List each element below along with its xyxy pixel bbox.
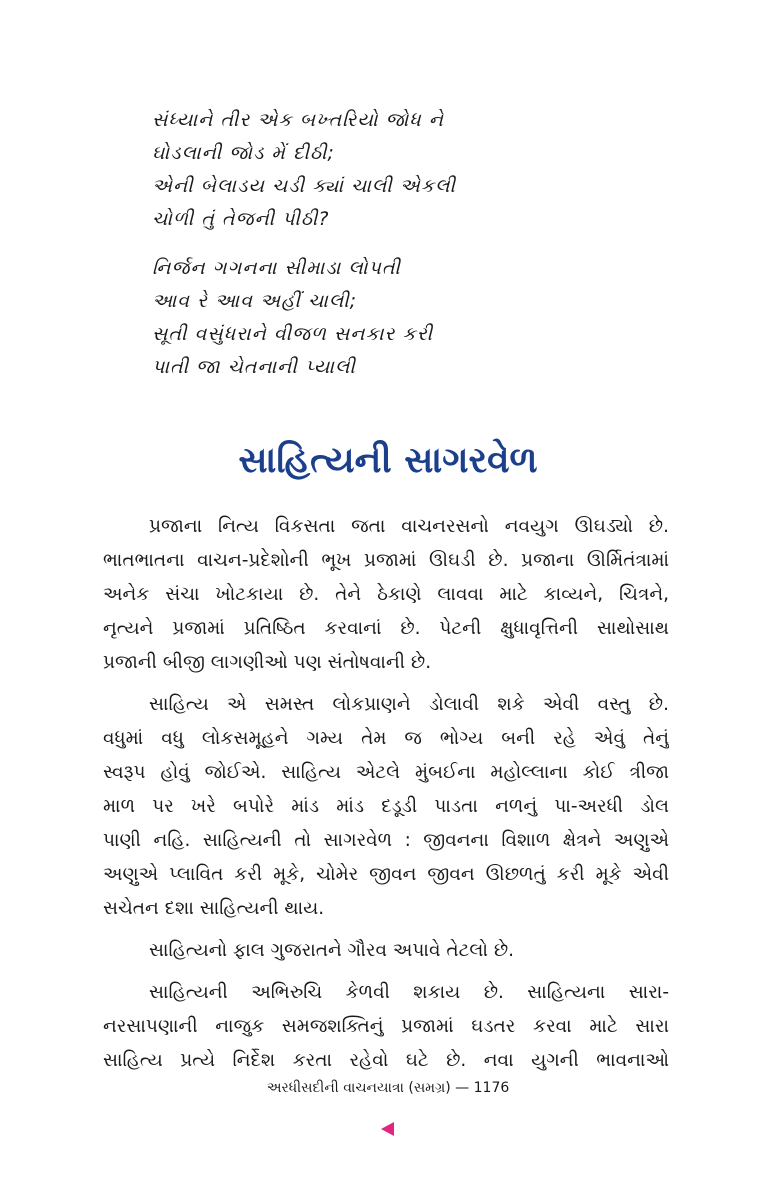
paragraph-line: સાહિત્ય પ્રત્યે નિર્દેશ કરતા રહેવો ઘટે છે. નવા યુગની ભાવનાઓ xyxy=(103,1050,669,1071)
essay-paragraph xyxy=(103,688,669,926)
essay-body xyxy=(103,510,669,1086)
essay-title: સાહિત્યની સાગરવેળ xyxy=(238,440,538,481)
paragraph-line: ભાતભાતના વાચન-પ્રદેશોની ભૂખ પ્રજામાં ઊઘડી છે. પ્રજાના ઊર્મિતંત્રામાં xyxy=(103,550,669,571)
poem-line: સંધ્યાને તીર એક બખ્તરિયો જોધ ને xyxy=(152,109,444,131)
paragraph-line: સાહિત્ય એ સમસ્ત લોકપ્રાણને ડોલાવી શકે એવી વસ્તુ છે. xyxy=(149,694,669,715)
essay-paragraph xyxy=(103,510,669,680)
poem-line: એની બેલાડય ચડી ક્યાં ચાલી એકલી xyxy=(152,175,456,197)
page-footer: અરધીસદીની વાચનયાત્રા (સમગ્ર) — 1176 xyxy=(266,1080,510,1096)
previous-page-icon[interactable] xyxy=(381,1122,394,1136)
poem xyxy=(152,104,572,400)
paragraph-line: પ્રજાની બીજી લાગણીઓ પણ સંતોષવાની છે. xyxy=(103,652,432,673)
paragraph-line: સાહિત્યનો ફાલ ગુજરાતને ગૌરવ અપાવે તેટલો છે. xyxy=(149,940,515,961)
paragraph-line: સાહિત્યની અભિરુચિ કેળવી શકાય છે. સાહિત્યના સારા- xyxy=(149,982,669,1003)
paragraph-line: અનેક સંચા ખોટકાયા છે. તેને ઠેકાણે લાવવા માટે કાવ્યને, ચિત્રને, xyxy=(103,584,669,605)
poem-line: સૂતી વસુંધરાને વીજળ સનકાર કરી xyxy=(152,323,434,345)
paragraph-line: અણુએ પ્લાવિત કરી મૂકે, ચોમેર જીવન જીવન ઊછળતું કરી મૂકે એવી xyxy=(103,864,669,885)
poem-line: ચોળી તું તેજની પીઠી? xyxy=(152,208,330,230)
poem-line: ઘોડલાની જોડ મેં દીઠી; xyxy=(152,142,335,164)
poem-line: આવ રે આવ અહીં ચાલી; xyxy=(152,290,358,312)
paragraph-line: વધુમાં વધુ લોકસમૂહને ગમ્ય તેમ જ ભોગ્ય બની રહે એવું તેનું xyxy=(103,728,669,749)
paragraph-line: માળ પર ખરે બપોરે માંડ માંડ દડૂડી પાડતા નળનું પા-અરધી ડોલ xyxy=(103,796,669,817)
poem-line: નિર્જન ગગનના સીમાડા લોપતી xyxy=(152,257,401,279)
poem-line: પાતી જા ચેતનાની પ્યાલી xyxy=(152,356,356,378)
paragraph-line: નૃત્યને પ્રજામાં પ્રતિષ્ઠિત કરવાનાં છે. પેટની ક્ષુધાવૃત્તિની સાથોસાથ xyxy=(103,618,669,639)
paragraph-line: પાણી નહિ. સાહિત્યની તો સાગરવેળ : જીવનના વિશાળ ક્ષેત્રને અણુએ xyxy=(103,830,669,851)
essay-paragraph xyxy=(103,976,669,1078)
poem-stanza xyxy=(152,252,572,384)
paragraph-line: સ્વરૂપ હોવું જોઈએ. સાહિત્ય એટલે મુંબઈના મહોલ્લાના કોઈ ત્રીજા xyxy=(103,762,669,783)
paragraph-line: પ્રજાના નિત્ય વિકસતા જતા વાચનરસનો નવયુગ ઊઘડ્યો છે. xyxy=(149,516,669,537)
paragraph-line: નરસાપણાની નાજુક સમજશક્તિનું પ્રજામાં ઘડતર કરવા માટે સારા xyxy=(103,1016,669,1037)
paragraph-line: સચેતન દશા સાહિત્યની થાય. xyxy=(103,898,325,919)
essay-paragraph xyxy=(103,934,669,968)
poem-stanza xyxy=(152,104,572,236)
